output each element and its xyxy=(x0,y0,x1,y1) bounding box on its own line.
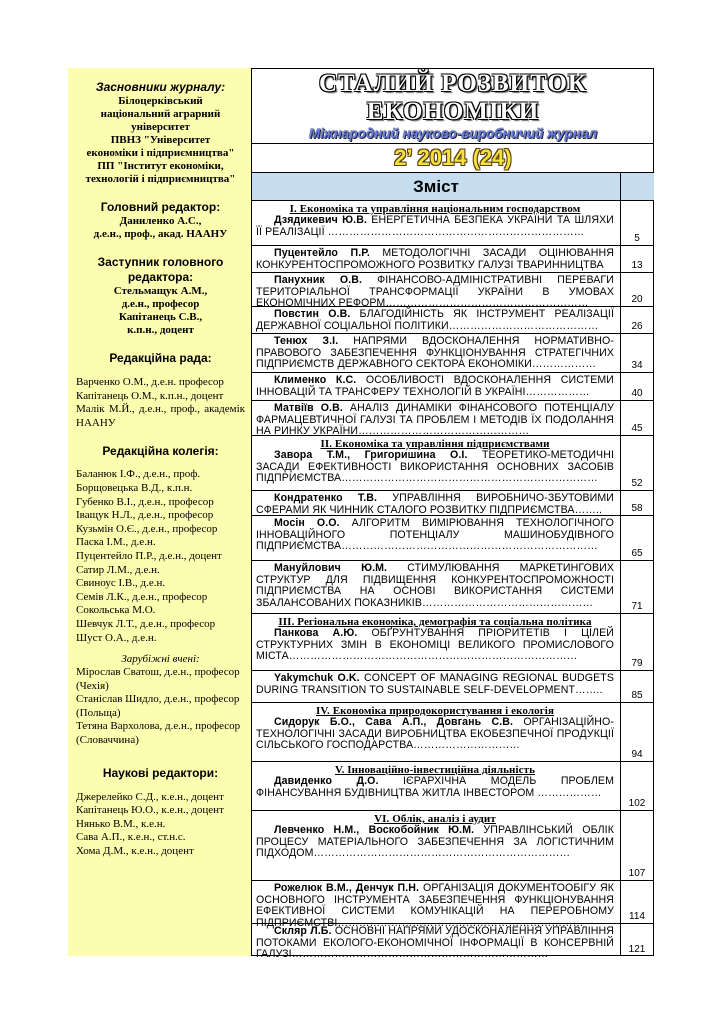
toc-entry-text xyxy=(256,518,614,553)
toc-entry-text xyxy=(256,673,614,696)
council-heading: Редакційна рада: xyxy=(109,351,212,365)
toc-entry-text xyxy=(256,705,614,752)
toc-author: Левченко Н.М., Воскобойник Ю.М. xyxy=(274,824,475,836)
toc-entry[interactable] xyxy=(252,401,654,436)
toc-title: ІЄРАРХІЧНА МОДЕЛЬ ПРОБЛЕМ ФІНАНСУВАННЯ БУДІВНИЦТВА ЖИТЛА ІНВЕСТОРОМ ……………… xyxy=(256,775,614,799)
sidebar-line: Шуст О.А., д.е.н. xyxy=(76,631,157,644)
toc-section-heading: VI. Облік, аналіз і аудит xyxy=(374,813,496,825)
founders-list xyxy=(76,95,245,186)
toc-title: CONCEPT OF MANAGING REGIONAL BUDGETS DURING TRANSITION TO SUSTAINABLE SELF-DEVELOPMENT…….. xyxy=(256,672,614,696)
toc-author: Тенюх З.І. xyxy=(274,335,339,347)
toc-entry[interactable] xyxy=(252,561,654,614)
issue-number: 2’ 2014 (24) xyxy=(252,143,654,173)
toc-author: Мосін О.О. xyxy=(274,517,340,529)
sidebar-line: національний аграрний xyxy=(100,108,221,120)
sidebar-line: ПП "Інститут економіки, xyxy=(97,160,224,172)
board-list xyxy=(76,468,245,645)
sidebar-line: ПВНЗ "Університет xyxy=(110,134,211,146)
chief-editor-list xyxy=(76,215,245,241)
sci-editors-list xyxy=(76,791,245,859)
toc-entry-text xyxy=(256,375,614,398)
toc-entry[interactable] xyxy=(252,671,654,703)
sidebar-line: Сава А.П., к.е.н., ст.н.с. xyxy=(76,831,186,844)
sidebar-line: Малік М.Й., д.е.н., проф., академік НААНУ xyxy=(76,403,245,429)
foreign-list xyxy=(76,666,245,748)
sidebar-line: Джерелейко С.Д., к.е.н., доцент xyxy=(76,790,224,803)
toc-entry[interactable] xyxy=(252,924,654,960)
contents-label: Зміст xyxy=(413,177,459,196)
toc-entry-text xyxy=(256,883,614,929)
toc-entry[interactable] xyxy=(252,491,654,516)
toc-title: ОСНОВНІ НАПРЯМИ УДОСКОНАЛЕННЯ УПРАВЛІННЯ ПОТОКАМИ ЕКОЛОГО-ЕКОНОМІЧНОЇ ІНФОРМАЦІЇ В КОНСЕРВНІЙ ГАЛУЗІ……………………………………………………………… xyxy=(256,925,615,960)
toc-title: ОРГАНІЗАЦІЯ ДОКУМЕНТООБІГУ ЯК ОСНОВНОГО ІНСТРУМЕНТА ЗАБЕЗПЕЧЕННЯ ФУНКЦІОНУВАННЯ ЕФЕКТИВНОЇ СИСТЕМИ КОМУНІКАЦІЙ НА ПЕРЕРОБНОМУ ПІДПРИЄМСТВІ…………………………………………………………… xyxy=(256,882,614,929)
toc-page-number: 94 xyxy=(631,749,643,760)
sidebar-line: Білоцерківський xyxy=(118,95,203,107)
toc-author: Сидорук Б.О., Сава А.П., Довгань С.В. xyxy=(274,716,514,728)
toc-entry[interactable] xyxy=(252,307,654,334)
toc-section-heading: І. Економіка та управління національним господарством xyxy=(289,203,581,215)
toc-entry[interactable] xyxy=(252,273,654,307)
toc-entry-text xyxy=(256,438,614,485)
toc-entry-text xyxy=(256,203,614,238)
toc-title: БЛАГОДІЙНІСТЬ ЯК ІНСТРУМЕНТ РЕАЛІЗАЦІЇ ДЕРЖАВНОЇ СОЦІАЛЬНОЇ ПОЛІТИКИ…………………………………… xyxy=(256,308,614,332)
sidebar-line: Капітанець С.В., xyxy=(118,311,203,323)
toc-author: Панкова А.Ю. xyxy=(274,627,358,639)
toc-author: Скляр Л.Б. xyxy=(274,925,332,937)
toc-page-number: 102 xyxy=(628,798,646,809)
sidebar-line: технологій і підприємництва" xyxy=(85,173,236,185)
toc-entry-text xyxy=(256,616,614,663)
sidebar-line: Пуцентейло П.Р., д.е.н., доцент xyxy=(76,549,222,562)
toc-entry-text xyxy=(256,275,614,310)
toc-entry[interactable] xyxy=(252,436,654,491)
journal-title-line1: СТАЛИЙ РОЗВИТОК xyxy=(318,70,588,97)
sidebar-line: к.п.н., доцент xyxy=(127,324,194,336)
deputy-editor-heading: Заступник головного редактора: xyxy=(97,255,224,284)
toc-entry-text xyxy=(256,764,614,799)
chief-editor-heading: Головний редактор: xyxy=(100,200,221,214)
toc-author: Рожелюк В.М., Денчук П.Н. xyxy=(274,882,420,894)
deputy-editor-list xyxy=(76,285,245,337)
toc-entry-text xyxy=(256,403,614,438)
sidebar-line: Семів Л.К., д.е.н., професор xyxy=(76,590,208,603)
sidebar-line: Варченко О.М., д.е.н. професор xyxy=(76,376,224,388)
toc-page-number: 52 xyxy=(631,478,643,489)
toc-author: Клименко К.С. xyxy=(274,374,357,386)
toc-page-number: 114 xyxy=(629,911,645,922)
sidebar-line: Мірослав Сватош, д.е.н., професор (Чехія) xyxy=(76,666,240,692)
toc-page-number: 58 xyxy=(631,503,643,514)
toc-section-heading: ІІІ. Регіональна економіка, демографія та соціальна політика xyxy=(278,616,592,628)
toc xyxy=(252,201,654,960)
sidebar-line: Сокольська М.О. xyxy=(76,604,156,617)
sidebar-line: Капітанець О.М., к.п.н., доцент xyxy=(76,389,224,402)
toc-title: ОБҐРУНТУВАННЯ ПРІОРИТЕТІВ І ЦІЛЕЙ СТРУКТУРНИХ ЗМІН В ЕКОНОМІЦІ ВЕЛИКОГО ПРОМИСЛОВОГО МІСТА……………………………………………………………………… xyxy=(256,627,614,662)
council-list xyxy=(76,376,245,430)
main xyxy=(252,68,654,960)
toc-entry-text xyxy=(256,248,614,271)
sidebar-line: Паска І.М., д.е.н. xyxy=(76,536,156,549)
toc-title: ОСОБЛИВОСТІ ВДОСКОНАЛЕННЯ СИСТЕМИ ІННОВАЦІЙ ТА ТРАНСФЕРУ ТЕХНОЛОГІЙ В УКРАЇНІ……………… xyxy=(256,374,614,398)
contents-divider xyxy=(620,173,621,200)
toc-author: Матвіїв О.В. xyxy=(274,402,343,414)
sidebar xyxy=(68,68,252,956)
sidebar-line: Капітанець Ю.О., к.е.н., доцент xyxy=(76,804,224,817)
sidebar-line: Шевчук Л.Т., д.е.н., професор xyxy=(76,617,216,630)
sidebar-line: Хома Д.М., к.е.н., доцент xyxy=(76,845,194,858)
toc-page-number: 121 xyxy=(628,944,646,955)
toc-page-number: 45 xyxy=(631,423,643,434)
toc-title: МЕТОДОЛОГІЧНІ ЗАСАДИ ОЦІНЮВАННЯ КОНКУРЕНТОСПРОМОЖНОГО РОЗВИТКУ ГАЛУЗІ ТВАРИННИЦТВА xyxy=(256,247,614,271)
toc-page-number: 26 xyxy=(631,321,643,332)
sidebar-line: д.е.н., професор xyxy=(121,298,200,310)
sidebar-line: Кузьмін О.Є., д.е.н., професор xyxy=(76,522,218,535)
toc-page-number: 65 xyxy=(631,548,643,559)
toc-page-number: 34 xyxy=(631,360,643,371)
toc-entry-text xyxy=(256,309,614,332)
toc-entry-text xyxy=(256,813,614,860)
toc-title: СТИМУЛЮВАННЯ МАРКЕТИНГОВИХ СТРУКТУР ДЛЯ ПІДВИЩЕННЯ КОНКУРЕНТОСПРОМОЖНОСТІ ПІДПРИЄМСТВА НА ОСНОВІ ВИКОРИСТАННЯ СИСТЕМИ ЗБАЛАНСОВАНИХ ПОКАЗНИКІВ………………………………………… xyxy=(256,562,614,609)
toc-author: Давиденко Д.О. xyxy=(274,775,379,787)
sidebar-line: університет xyxy=(131,121,190,133)
toc-entry-text xyxy=(256,926,614,961)
foreign-heading: Зарубіжні вчені: xyxy=(121,653,200,666)
toc-entry-text xyxy=(256,563,614,609)
toc-author: Кондратенко Т.В. xyxy=(274,492,378,504)
sidebar-line: Даниленко А.С., xyxy=(119,215,202,227)
toc-entry[interactable] xyxy=(252,614,654,671)
toc-title: НАПРЯМИ ВДОСКОНАЛЕННЯ НОРМАТИВНО-ПРАВОВОГО ЗАБЕЗПЕЧЕННЯ ФУНКЦІОНУВАННЯ СТРАТЕГІЧНИХ ПІДПРИЄМСТВ ДЕРЖАВНОГО СЕКТОРА ЕКОНОМІКИ……………… xyxy=(256,335,614,370)
toc-title: УПРАВЛІНСЬКИЙ ОБЛІК ПРОЦЕСУ МАТЕРІАЛЬНОГО ЗАБЕЗПЕЧЕННЯ ЗА ЛОГІСТИЧНИМ ПІДХОДОМ……………………………………………………………… xyxy=(256,824,614,859)
sidebar-line: Баланюк І.Ф., д.е.н., проф. xyxy=(76,468,201,481)
toc-page-number: 40 xyxy=(631,388,643,399)
toc-entry-text xyxy=(256,493,614,516)
sidebar-line: Губенко В.І., д.е.н., професор xyxy=(76,495,214,508)
toc-author: Завора Т.М., Григоришина О.І. xyxy=(274,449,468,461)
toc-section-heading: V. Інноваційно-інвестиційна діяльність xyxy=(334,764,536,776)
toc-author: Yakymchuk O.K. xyxy=(274,672,360,684)
toc-author: Мануйлович Ю.М. xyxy=(274,562,388,574)
toc-entry[interactable] xyxy=(252,334,654,373)
toc-title: АНАЛІЗ ДИНАМІКИ ФІНАНСОВОГО ПОТЕНЦІАЛУ ФАРМАЦЕВТИЧНОЇ ГАЛУЗІ ТА ПРОБЛЕМ І МЕТОДІВ ЇХ ПОДОЛАННЯ НА РИНКУ УКРАЇНИ………………………………………… xyxy=(256,402,615,437)
journal-subtitle: Міжнародний науково-виробничий журнал xyxy=(308,126,598,141)
toc-author: Пуцентейло П.Р. xyxy=(274,247,370,259)
toc-author: Повстин О.В. xyxy=(274,308,351,320)
sidebar-line: Сатир Л.М., д.е.н. xyxy=(76,563,160,576)
toc-title: ТЕОРЕТИКО-МЕТОДИЧНІ ЗАСАДИ ЕФЕКТИВНОСТІ ВИКОРИСТАННЯ ОСНОВНИХ ЗАСОБІВ ПІДПРИЄМСТВА……………………………………………………………… xyxy=(256,449,614,484)
toc-page-number: 107 xyxy=(628,868,646,879)
toc-entry-text xyxy=(256,336,614,371)
sidebar-line: Іващук Н.Л., д.е.н., професор xyxy=(76,509,214,522)
toc-page-number: 71 xyxy=(631,601,643,612)
toc-page-number: 13 xyxy=(631,260,643,271)
sidebar-line: Нянько В.М., к.е.н. xyxy=(76,817,166,830)
sidebar-line: Станіслав Шидло, д.е.н., професор (Польща) xyxy=(76,693,240,719)
toc-title: АЛГОРИТМ ВИМІРЮВАННЯ ТЕХНОЛОГІЧНОГО ІННОВАЦІЙНОГО ПОТЕНЦІАЛУ МАШИНОБУДІВНОГО ПІДПРИЄМСТВА……………………………………………………………… xyxy=(256,517,614,552)
board-heading: Редакційна колегія: xyxy=(102,444,219,459)
toc-page-number: 20 xyxy=(631,294,643,305)
toc-entry[interactable] xyxy=(252,881,654,929)
sidebar-line: д.е.н., проф., акад. НААНУ xyxy=(93,228,228,240)
toc-section-heading: ІІ. Економіка та управління підприємствами xyxy=(320,438,550,450)
sidebar-line: Борщовецька В.Д., к.п.н. xyxy=(76,481,193,494)
sidebar-line: економіки і підприємництва" xyxy=(86,147,235,159)
toc-section-heading: IV. Економіка природокористування і екологія xyxy=(315,705,554,717)
toc-title: ОРГАНІЗАЦІЙНО-ТЕХНОЛОГІЧНІ ЗАСАДИ ВИРОБНИЦТВА ЕКОБЕЗПЕЧНОЇ ПРОДУКЦІЇ СІЛЬСЬКОГО ГОСПОДАРСТВА………………………… xyxy=(256,716,615,751)
founders-heading: Засновники журналу: xyxy=(95,80,226,94)
sidebar-line: Стельмащук А.М., xyxy=(113,285,208,297)
toc-entry[interactable] xyxy=(252,373,654,401)
toc-entry[interactable] xyxy=(252,201,654,246)
contents-header xyxy=(252,173,654,201)
toc-page-number: 5 xyxy=(634,233,640,244)
toc-title: ФІНАНСОВО-АДМІНІСТРАТИВНІ ПЕРЕВАГИ ТЕРИТОРІАЛЬНОЇ ТРАНСФОРМАЦІЇ УКРАЇНИ В УМОВАХ ЕКОНОМІЧНИХ РЕФОРМ………………………………………………… xyxy=(256,274,614,309)
sci-editors-heading: Наукові редактори: xyxy=(102,765,219,780)
toc-author: Панухник О.В. xyxy=(274,274,363,286)
toc-page-number: 85 xyxy=(631,690,643,701)
toc-title: УПРАВЛІННЯ ВИРОБНИЧО-ЗБУТОВИМИ СФЕРАМИ ЯК ЧИННИК СТАЛОГО РОЗВИТКУ ПІДПРИЄМСТВА…….. xyxy=(256,492,614,516)
toc-entry[interactable] xyxy=(252,811,654,881)
sidebar-line: Свиноус І.В., д.е.н. xyxy=(76,577,166,590)
toc-entry[interactable] xyxy=(252,762,654,811)
journal-title-line2: ЕКОНОМІКИ xyxy=(366,98,540,125)
toc-entry[interactable] xyxy=(252,516,654,561)
toc-page-number: 79 xyxy=(631,658,643,669)
toc-entry[interactable] xyxy=(252,703,654,762)
sidebar-line: Тетяна Вархолова, д.е.н., професор (Словаччина) xyxy=(76,720,241,747)
toc-author: Дзядикевич Ю.В. xyxy=(274,214,368,226)
toc-title: ЕНЕРГЕТИЧНА БЕЗПЕКА УКРАЇНИ ТА ШЛЯХИ ЇЇ РЕАЛІЗАЦІЇ ……………………………………………………………… xyxy=(256,214,614,238)
toc-entry[interactable] xyxy=(252,246,654,273)
